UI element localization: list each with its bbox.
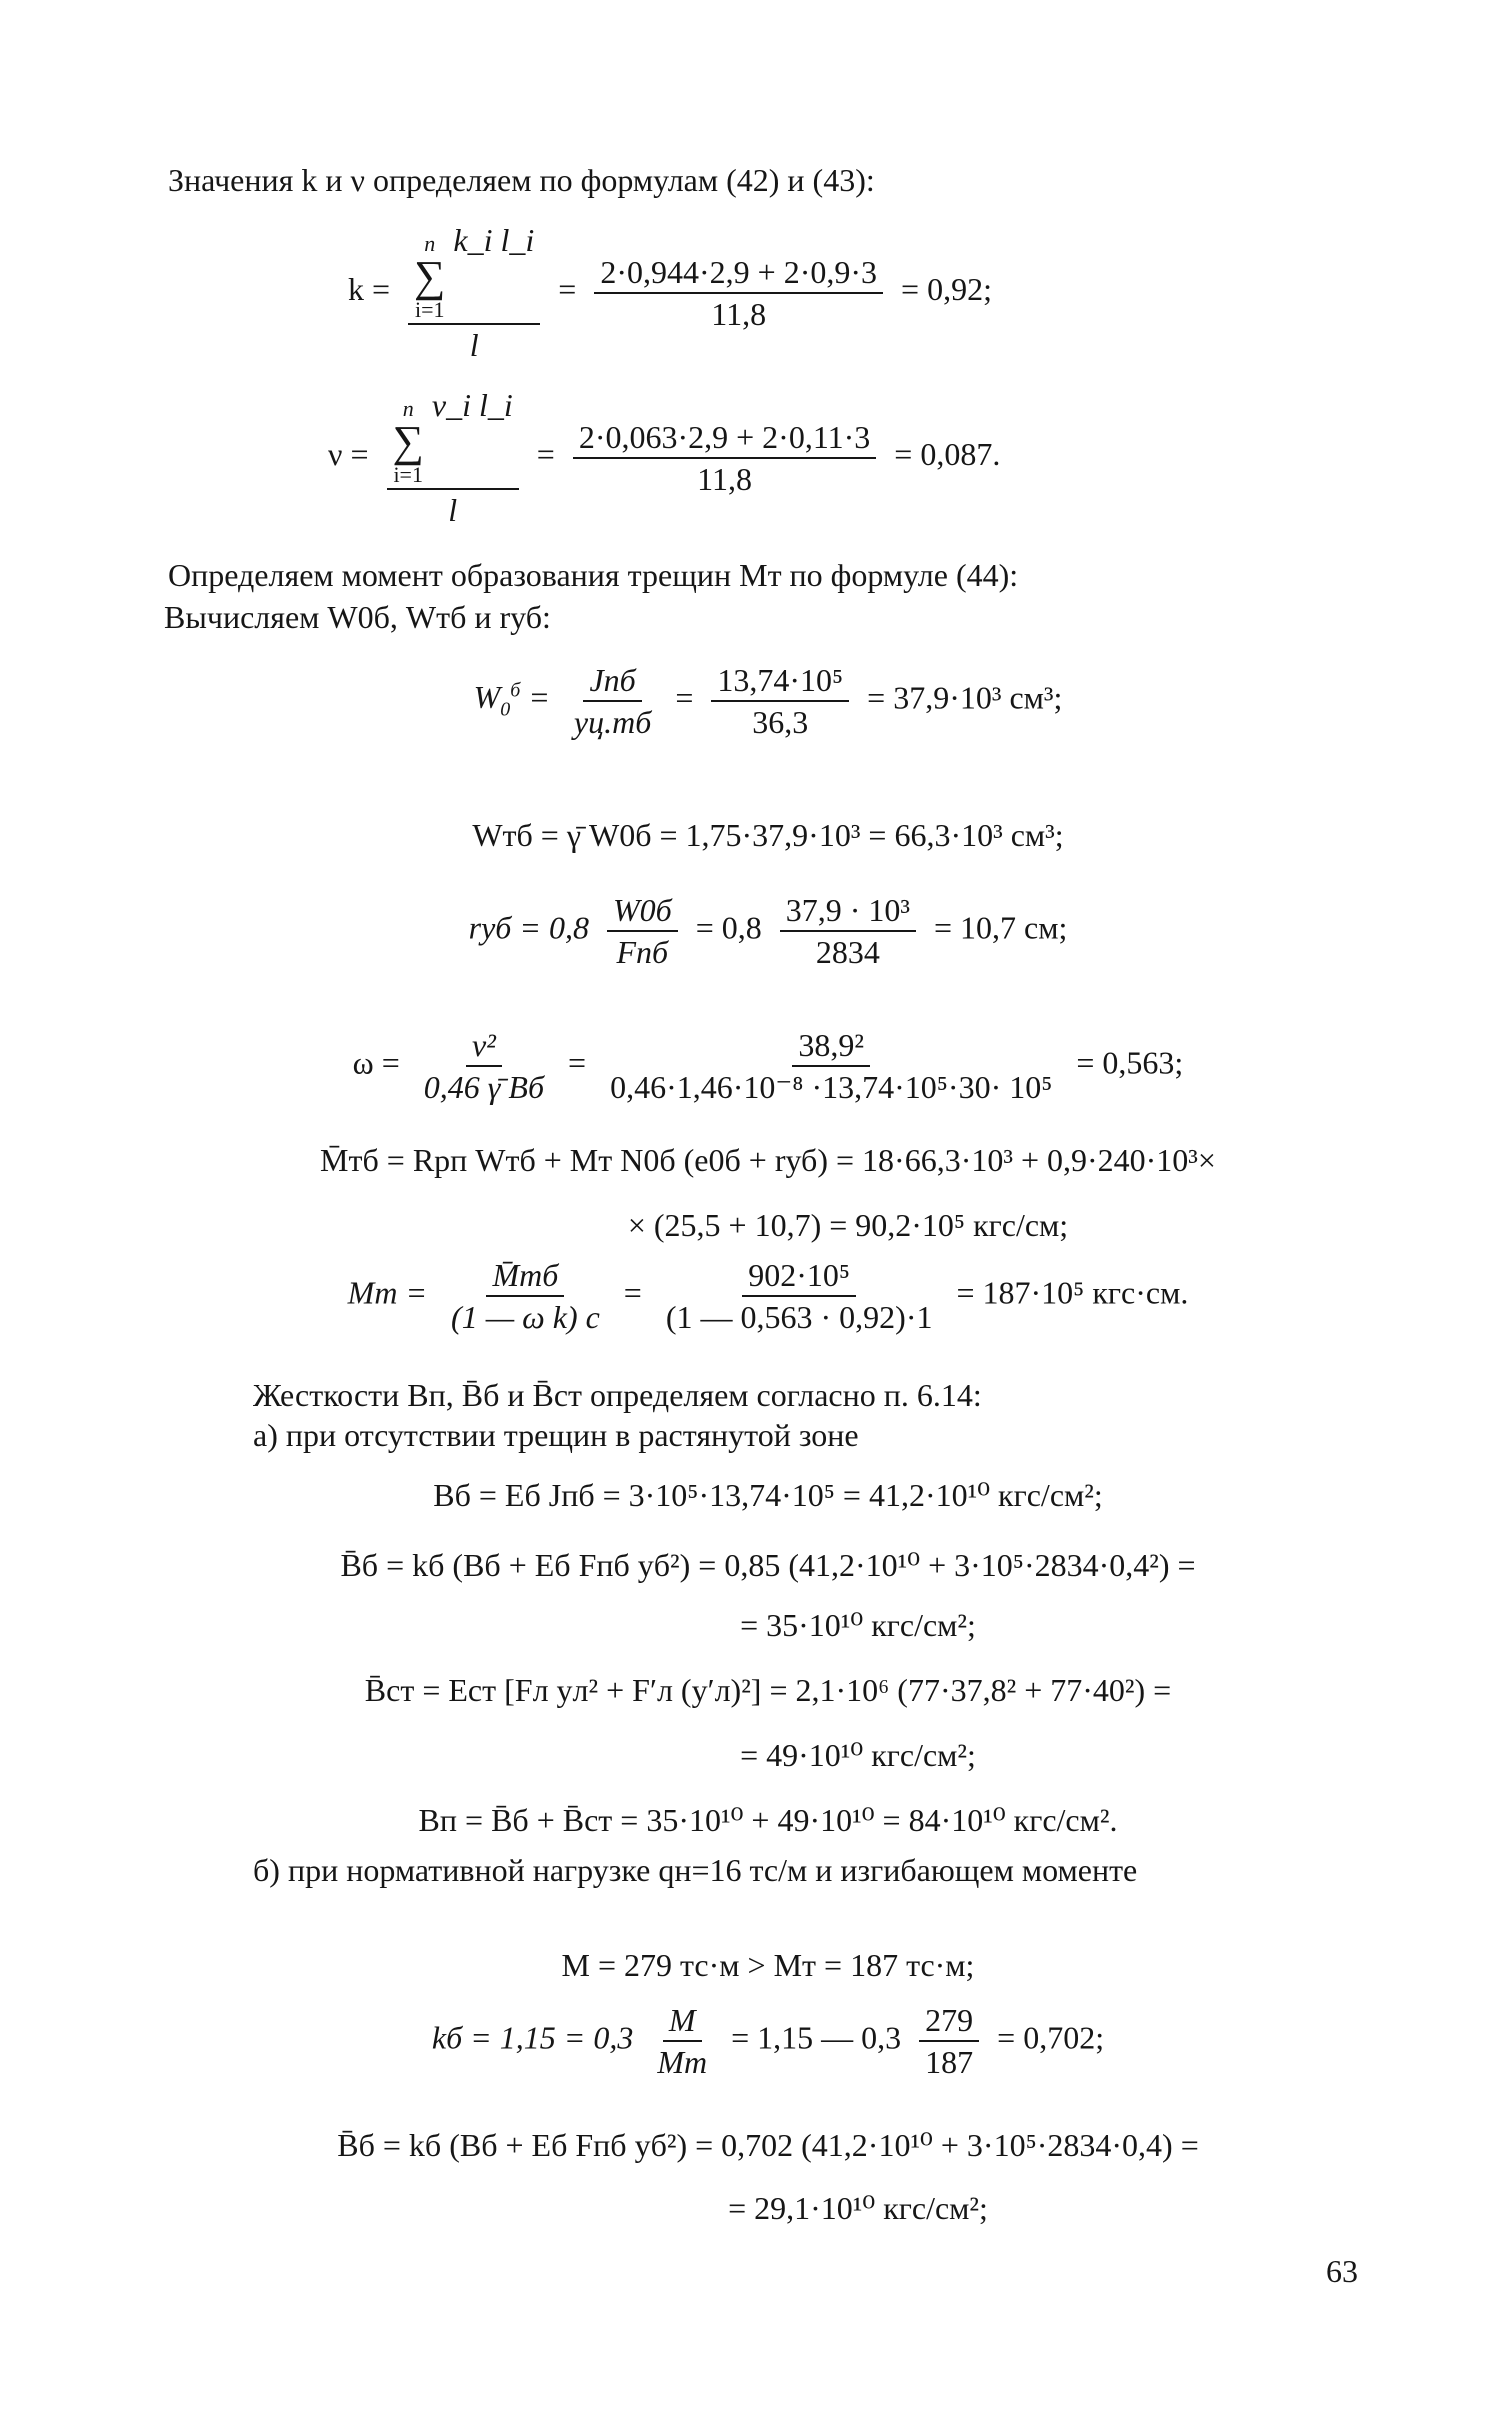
- k-formula: k = n ∑ i=1 k_i l_i l = $\frac{2\cdot 0,944\cdot 2,9 + 2\cdot 0,9\cdot 3}{11,8}$ = 0,92;: [348, 222, 992, 363]
- bst-line-1: B̄ст = Eст [Fл yл² + F′л (y′л)²] = 2,1·10⁶ (77·37,8² + 77·40²) =: [364, 1672, 1172, 1708]
- ry-result: = 10,7 см;: [934, 909, 1068, 946]
- nu-den: 11,8: [697, 460, 752, 497]
- case-b-paragraph: б) при нормативной нагрузке qн=16 тс/м и изгибающем моменте: [253, 1852, 1138, 1888]
- mt-final-result: = 187·10⁵ кгс·см.: [956, 1274, 1189, 1311]
- kb-formula: [168, 2000, 1368, 2082]
- w0-numeric-fraction: [711, 660, 849, 742]
- mt-line-2: × (25,5 + 10,7) = 90,2·10⁵ кгс/см;: [627, 1207, 1069, 1243]
- kb-result: = 0,702;: [997, 2019, 1105, 2056]
- nu-den-sym: l: [448, 492, 458, 528]
- kb-symbolic-fraction: [651, 2000, 713, 2082]
- kb-den: 187: [925, 2044, 974, 2080]
- wt-formula: Wтб = γ̄ W0б = 1,75·37,9·10³ = 66,3·10³ см³;: [472, 817, 1064, 853]
- nu-symbolic-fraction: [387, 385, 519, 530]
- kb-num-sym: M: [663, 2000, 702, 2042]
- ry-formula: [168, 890, 1368, 972]
- bbar-line-1: B̄б = kб (Bб + Eб Fпб yб²) = 0,85 (41,2·10¹⁰ + 3·10⁵·2834·0,4²) =: [340, 1547, 1196, 1583]
- nu-formula: ν = n ∑ i=1 ν_i l_i l = $\frac{2\cdot 0,063\cdot 2,9 + 2\cdot 0,11\cdot 3}{11,8}$ = 0,087.: [328, 387, 1001, 528]
- w0-formula: $W_0^б$ = $\frac{\text{Jпб}}{yц.тб}$ = $\frac{\text{13,74·10⁵}}{36,3}$ = 37,9·10³ см³;: [473, 662, 1063, 740]
- mt-line-1: M̄тб = Rрп Wтб + Mт N0б (e0б + rуб) = 18·66,3·10³ + 0,9·240·10³×: [320, 1142, 1216, 1178]
- omega-result: = 0,563;: [1076, 1044, 1184, 1081]
- compute-paragraph: Вычисляем W0б, Wтб и rуб:: [164, 599, 551, 635]
- w0-result: = 37,9·10³ см³;: [867, 679, 1063, 716]
- kb-num: 279: [919, 2000, 979, 2042]
- mt-final-numeric-fraction: [660, 1255, 939, 1337]
- bbar-b-line-2: = 29,1·10¹⁰ кгс/см²;: [728, 2190, 988, 2226]
- bst-line-2: = 49·10¹⁰ кгс/см²;: [740, 1737, 976, 1773]
- ry-num-sym: W0б: [607, 890, 678, 932]
- omega-lhs: ω =: [352, 1044, 400, 1081]
- k-num: 2·0,944·2,9 + 2·0,9·3: [594, 252, 883, 294]
- k-numeric-fraction: [594, 252, 883, 334]
- nu-numeric-fraction: [573, 417, 876, 499]
- ry-den-sym: Fпб: [616, 934, 669, 970]
- kb-den-sym: Mт: [657, 2044, 708, 2080]
- nu-sum-term: ν_i l_i: [431, 387, 513, 423]
- page-number: 63: [1326, 2253, 1358, 2289]
- mt-final-num: 902·10⁵: [742, 1255, 856, 1297]
- moment-paragraph: Определяем момент образования трещин Mт по формуле (44):: [168, 557, 1019, 593]
- omega-formula: ω = $\frac{\text{v²}}{0,46 \gammā Bб}$ = $\frac{\text{38,9²}}{\text{0,46·1,46·10⁻⁸ ·13,74·10⁵·30· 10⁵}}$ = 0,563;: [352, 1027, 1184, 1105]
- intro-paragraph: Значения k и ν определяем по формулам (42) и (43):: [168, 162, 875, 198]
- w0-num: 13,74·10⁵: [711, 660, 849, 702]
- k-symbolic-fraction: [408, 220, 540, 365]
- bbar-b-line-1: B̄б = kб (Bб + Eб Fпб yб²) = 0,702 (41,2·10¹⁰ + 3·10⁵·2834·0,4) =: [337, 2127, 1199, 2163]
- bp-formula: Bп = B̄б + B̄ст = 35·10¹⁰ + 49·10¹⁰ = 84·10¹⁰ кгс/см².: [418, 1802, 1118, 1838]
- nu-sum-top: n: [402, 396, 414, 421]
- sigma-icon: ∑: [392, 417, 424, 466]
- m-compare-formula: M = 279 тс·м > Mт = 187 тс·м;: [561, 1947, 975, 1983]
- kb-lhs: kб = 1,15 = 0,3: [431, 2019, 634, 2056]
- k-den: 11,8: [711, 295, 767, 332]
- omega-numeric-fraction: [604, 1025, 1058, 1107]
- mt-final-symbolic-fraction: [445, 1255, 606, 1337]
- k-sum-top: n: [424, 231, 436, 256]
- case-a-paragraph: а) при отсутствии трещин в растянутой зоне: [253, 1417, 859, 1453]
- omega-num: 38,9²: [792, 1025, 870, 1067]
- w0-den-sym: yц.тб: [573, 704, 652, 740]
- ry-den: 2834: [815, 934, 880, 970]
- mt-final-den-sym: (1 — ω k) c: [451, 1299, 600, 1335]
- ry-symbolic-fraction: [607, 890, 678, 972]
- w0-num-sym: Jпб: [583, 660, 641, 702]
- w0-symbolic-fraction: [568, 660, 657, 742]
- k-sum-bottom: i=1: [414, 297, 445, 322]
- nu-sum-bottom: i=1: [393, 462, 423, 487]
- mt-final-num-sym: M̄тб: [486, 1255, 564, 1297]
- kb-numeric-fraction: [919, 2000, 979, 2082]
- stiffness-paragraph: Жесткости Bп, B̄б и B̄ст определяем согласно п. 6.14:: [253, 1377, 982, 1413]
- ry-num: 37,9 · 10³: [780, 890, 916, 932]
- omega-num-sym: v²: [466, 1025, 502, 1067]
- mt-final-den: (1 — 0,563 · 0,92)·1: [665, 1299, 933, 1335]
- omega-symbolic-fraction: [418, 1025, 550, 1107]
- w0-den: 36,3: [752, 704, 809, 740]
- ry-numeric-fraction: [780, 890, 916, 972]
- sigma-icon: ∑: [414, 252, 446, 301]
- ry-lhs: rуб = 0,8: [468, 909, 589, 946]
- omega-den: 0,46·1,46·10⁻⁸ ·13,74·10⁵·30· 10⁵: [610, 1069, 1053, 1105]
- omega-den-sym: 0,46 γ̄ Bб: [423, 1069, 545, 1105]
- nu-num: 2·0,063·2,9 + 2·0,11·3: [573, 417, 876, 459]
- mt-final-lhs: Mт =: [347, 1274, 428, 1311]
- ry-mid: = 0,8: [695, 909, 762, 946]
- k-lhs: k =: [348, 270, 391, 307]
- bb-formula: Bб = Eб Jпб = 3·10⁵·13,74·10⁵ = 41,2·10¹⁰ кгс/см²;: [433, 1477, 1103, 1513]
- nu-lhs: ν =: [328, 435, 369, 472]
- kb-mid: = 1,15 — 0,3: [731, 2019, 902, 2056]
- nu-result: = 0,087.: [894, 435, 1001, 472]
- mt-final-formula: Mт = $\frac{M̄тб}{\text{(1 — ω k) c}}$ = $\frac{\text{902·10⁵}}{(1 — 0,563 \cdot 0,92)\cdot 1}$ = 187·10⁵ кгс·см.: [347, 1257, 1189, 1335]
- bbar-line-2: = 35·10¹⁰ кгс/см²;: [740, 1607, 976, 1643]
- k-sum-term: k_i l_i: [453, 222, 535, 258]
- k-den-sym: l: [469, 327, 479, 363]
- k-result: = 0,92;: [901, 270, 992, 307]
